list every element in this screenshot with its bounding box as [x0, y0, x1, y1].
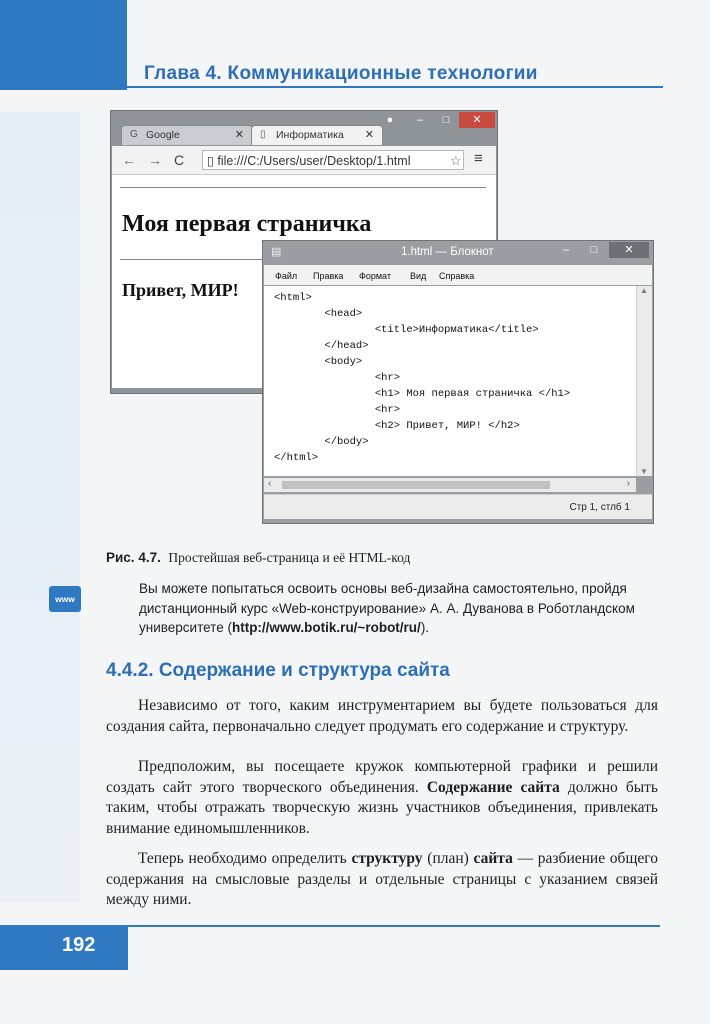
status-bar — [264, 494, 652, 519]
page-heading: Моя первая страничка — [122, 211, 372, 237]
term-content: Содержание сайта — [426, 778, 560, 796]
code-line: <title>Информатика</title> — [274, 324, 539, 336]
star-icon[interactable]: ☆ — [450, 153, 462, 168]
horizontal-scrollbar[interactable] — [264, 478, 636, 492]
minimize-button[interactable]: – — [562, 244, 570, 256]
forward-icon[interactable]: → — [148, 152, 162, 168]
paragraph-text: Теперь необходимо определить — [138, 850, 352, 867]
code-line: <html> — [274, 292, 312, 304]
scroll-right-icon[interactable]: › — [626, 478, 630, 489]
url-text: file:///C:/Users/user/Desktop/1.html — [217, 154, 411, 168]
scroll-left-icon[interactable]: ‹ — [268, 478, 272, 489]
notepad-titlebar — [263, 241, 653, 263]
menu-file[interactable]: Файл — [275, 271, 298, 281]
code-editor[interactable] — [264, 286, 636, 476]
notepad-title: 1.html — Блокнот — [401, 246, 494, 258]
page-subheading: Привет, МИР! — [122, 280, 239, 300]
paragraph-text: Предположим, вы посещаете кружок компьютерной графики и решили создать сайт этого творческого объединения. — [106, 758, 658, 796]
vertical-scrollbar[interactable] — [636, 286, 652, 476]
caption-text: Простейшая веб-страница и её HTML-код — [168, 550, 411, 565]
notepad-window — [262, 240, 654, 524]
code-line: </head> — [274, 340, 369, 352]
notepad-icon: ▤ — [271, 246, 282, 258]
scrollbar-thumb[interactable] — [282, 481, 550, 489]
caption-label: Рис. 4.7. — [106, 550, 161, 565]
header-rule — [127, 86, 663, 88]
address-bar — [112, 146, 496, 175]
maximize-button[interactable]: □ — [590, 244, 598, 256]
code-line: <hr> — [274, 404, 401, 416]
paragraph: Независимо от того, каким инструментарием вы будете пользоваться для создания сайта, первоначально следует продумать его содержание и структуру. — [106, 697, 658, 735]
page-number: 192 — [62, 934, 96, 956]
paragraph-text: — разбиение общего содержания на смысловые разделы и отдельные страницы с указанием связей между ними. — [106, 850, 658, 908]
paragraph — [106, 849, 658, 911]
corner-decoration — [0, 0, 127, 90]
tab-label: Информатика — [276, 129, 344, 141]
chapter-title: Глава 4. Коммуникационные технологии — [144, 63, 538, 84]
code-line: <h1> Моя первая страничка </h1> — [274, 388, 571, 400]
side-note — [139, 579, 659, 638]
code-line: <head> — [274, 308, 363, 320]
reload-icon[interactable]: C — [174, 152, 185, 168]
course-link[interactable]: http://www.botik.ru/~robot/ru/ — [231, 620, 421, 635]
www-badge: www — [49, 586, 81, 612]
url-input[interactable] — [202, 150, 464, 170]
back-icon[interactable]: ← — [122, 152, 136, 168]
maximize-button[interactable]: □ — [442, 114, 450, 126]
menu-icon[interactable]: ≡ — [474, 150, 483, 167]
menu-edit[interactable]: Правка — [313, 271, 344, 281]
code-line: <body> — [274, 356, 363, 368]
code-line: </html> — [274, 452, 319, 464]
close-button[interactable]: ✕ — [609, 242, 649, 258]
tab-label: Google — [146, 129, 180, 141]
close-button[interactable]: ✕ — [459, 112, 495, 128]
menu-help[interactable]: Справка — [439, 271, 475, 281]
tab-google[interactable] — [121, 125, 253, 145]
page-icon: ▯ — [260, 129, 266, 140]
scroll-up-icon[interactable]: ▲ — [640, 286, 648, 295]
google-icon: G — [130, 129, 138, 140]
code-line: <hr> — [274, 372, 401, 384]
code-line: </body> — [274, 436, 369, 448]
term-structure: структуру — [351, 850, 423, 867]
paragraph-text: (план) — [422, 850, 474, 867]
menu-view[interactable]: Вид — [410, 271, 427, 281]
side-note-text: Вы можете попытаться освоить основы веб-дизайна самостоятельно, пройдя дистанционный курс «Web-конструирование» А. А. Дуванова в Роботландском университете ( — [139, 581, 635, 635]
minimize-button[interactable]: – — [416, 114, 424, 126]
close-icon[interactable]: ✕ — [364, 129, 374, 141]
term-site: сайта — [473, 850, 513, 867]
menu-format[interactable]: Формат — [359, 271, 391, 281]
page-icon: ▯ — [207, 154, 218, 168]
side-panel — [0, 112, 80, 902]
scroll-down-icon[interactable]: ▼ — [640, 467, 648, 476]
user-icon[interactable]: ● — [386, 114, 394, 126]
code-line: <h2> Привет, МИР! </h2> — [274, 420, 520, 432]
close-icon[interactable]: ✕ — [234, 129, 244, 141]
paragraph — [106, 757, 658, 839]
cursor-position: Стр 1, стлб 1 — [569, 502, 630, 513]
side-note-end: ). — [420, 620, 430, 635]
tab-informatika[interactable] — [251, 125, 383, 145]
notepad-menubar — [264, 265, 652, 285]
horizontal-rule — [120, 187, 486, 188]
paragraph-text: должно быть таким, чтобы отражать творческую жизнь участников объединения, привлекать внимание единомышленников. — [106, 778, 658, 837]
figure-caption — [106, 550, 410, 566]
section-heading: 4.4.2. Содержание и структура сайта — [106, 660, 450, 681]
